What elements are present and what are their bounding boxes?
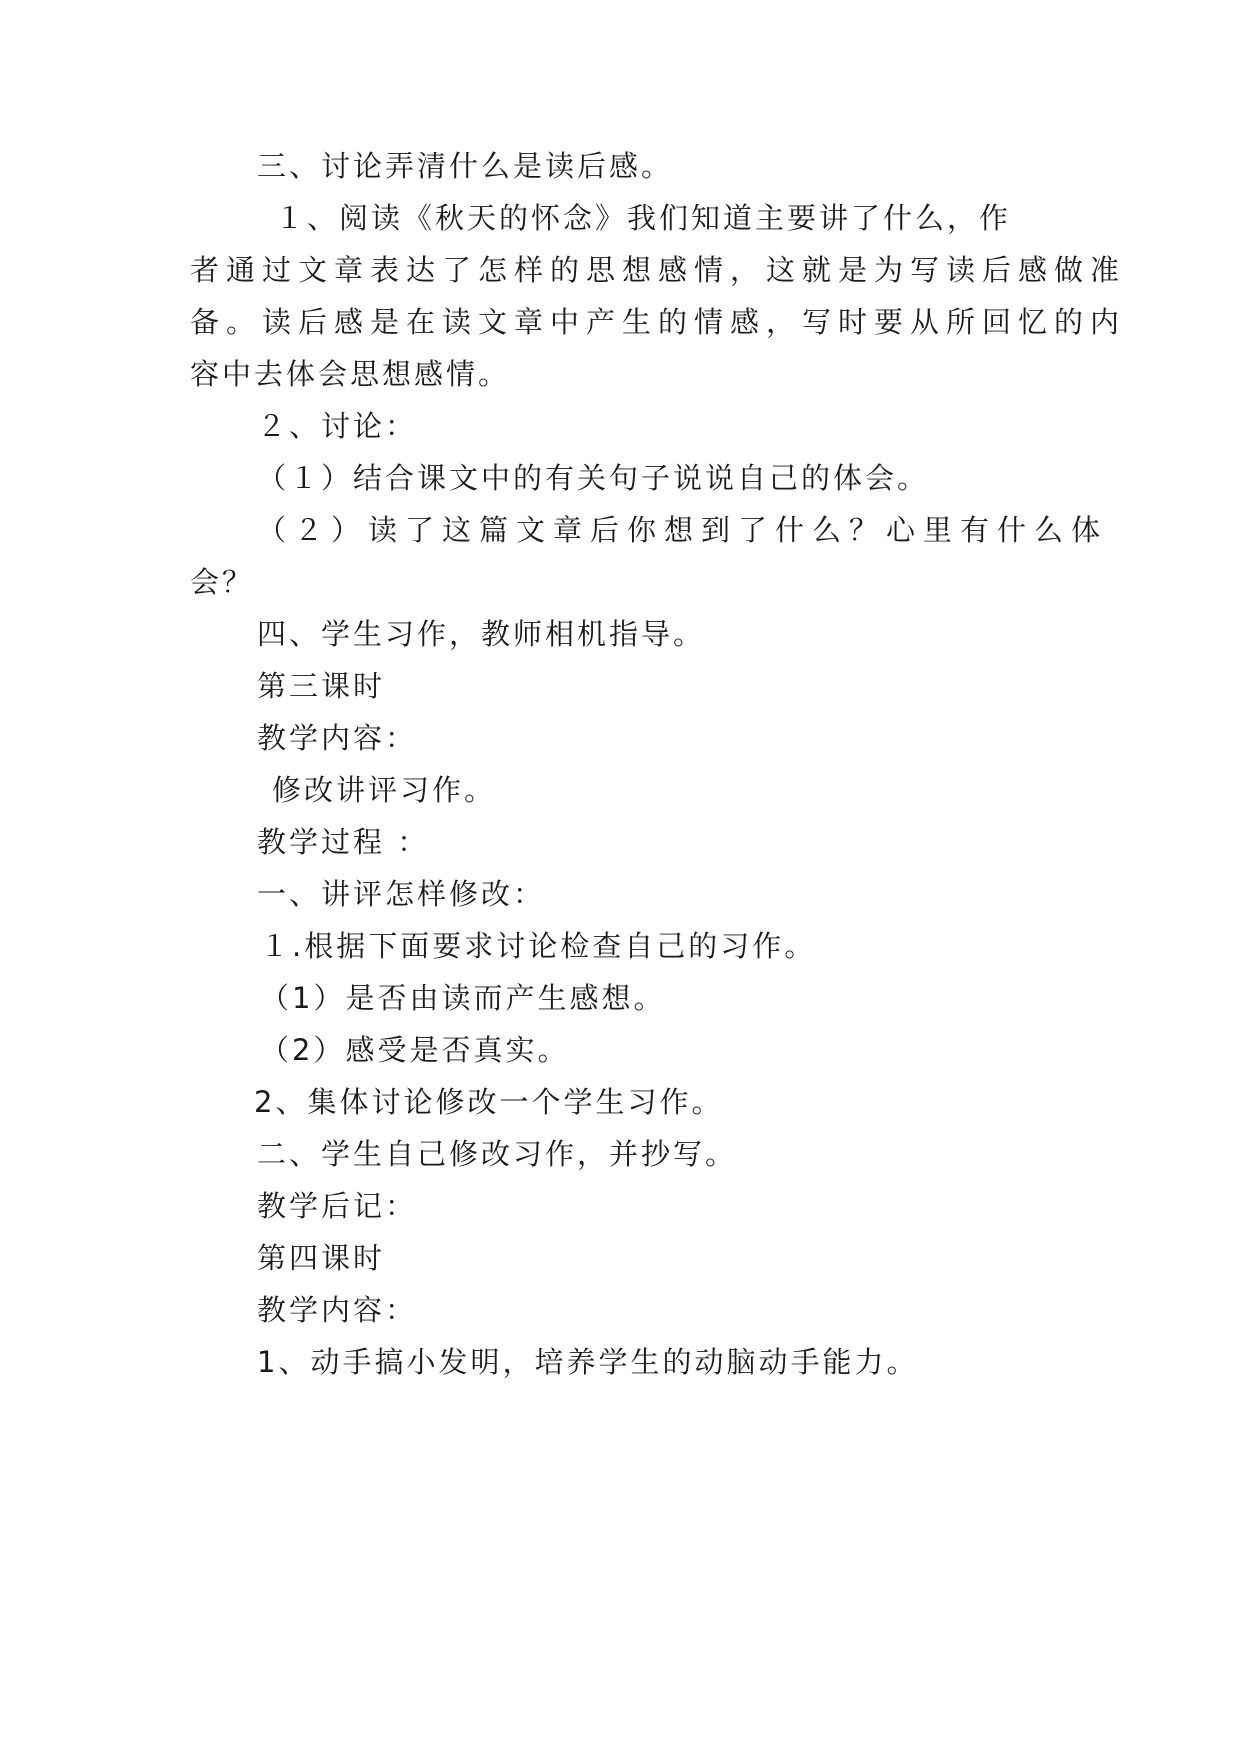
section-heading: 第三课时	[257, 669, 386, 703]
heading-review: 一、讲评怎样修改：	[257, 877, 546, 911]
heading-self-revision: 二、学生自己修改习作，并抄写。	[257, 1137, 738, 1171]
paragraph-line: 者通过文章表达了怎样的思想感情，这就是为写读后感做准	[190, 253, 1127, 287]
paragraph-line: 会？	[190, 565, 255, 599]
postscript-label: 教学后记：	[257, 1189, 418, 1223]
content-label: 教学内容：	[257, 1293, 418, 1327]
section-heading: 第四课时	[257, 1241, 386, 1275]
heading-discussion: 三、讨论弄清什么是读后感。	[257, 149, 674, 183]
list-item: 2、集体讨论修改一个学生习作。	[254, 1085, 724, 1119]
content-label: 教学内容：	[257, 721, 418, 755]
heading-student-writing: 四、学生习作，教师相机指导。	[257, 617, 706, 651]
paragraph-line: 容中去体会思想感情。	[190, 357, 511, 391]
list-item: 1、动手搞小发明，培养学生的动脑动手能力。	[257, 1345, 919, 1379]
list-item: （1）是否由读而产生感想。	[260, 981, 666, 1015]
list-item: （１）结合课文中的有关句子说说自己的体会。	[257, 461, 930, 495]
list-item: （２）读了这篇文章后你想到了什么？心里有什么体	[257, 513, 1109, 547]
paragraph-line: 备。读后感是在读文章中产生的情感，写时要从所回忆的内	[190, 305, 1127, 339]
list-item: １.根据下面要求讨论检查自己的习作。	[260, 929, 817, 963]
content-text: 修改讲评习作。	[272, 773, 497, 807]
process-label: 教学过程 ：	[257, 825, 430, 859]
paragraph-line: １、阅读《秋天的怀念》我们知道主要讲了什么，作	[275, 201, 1012, 235]
list-item: ２、讨论：	[257, 409, 418, 443]
list-item: （2）感受是否真实。	[260, 1033, 570, 1067]
